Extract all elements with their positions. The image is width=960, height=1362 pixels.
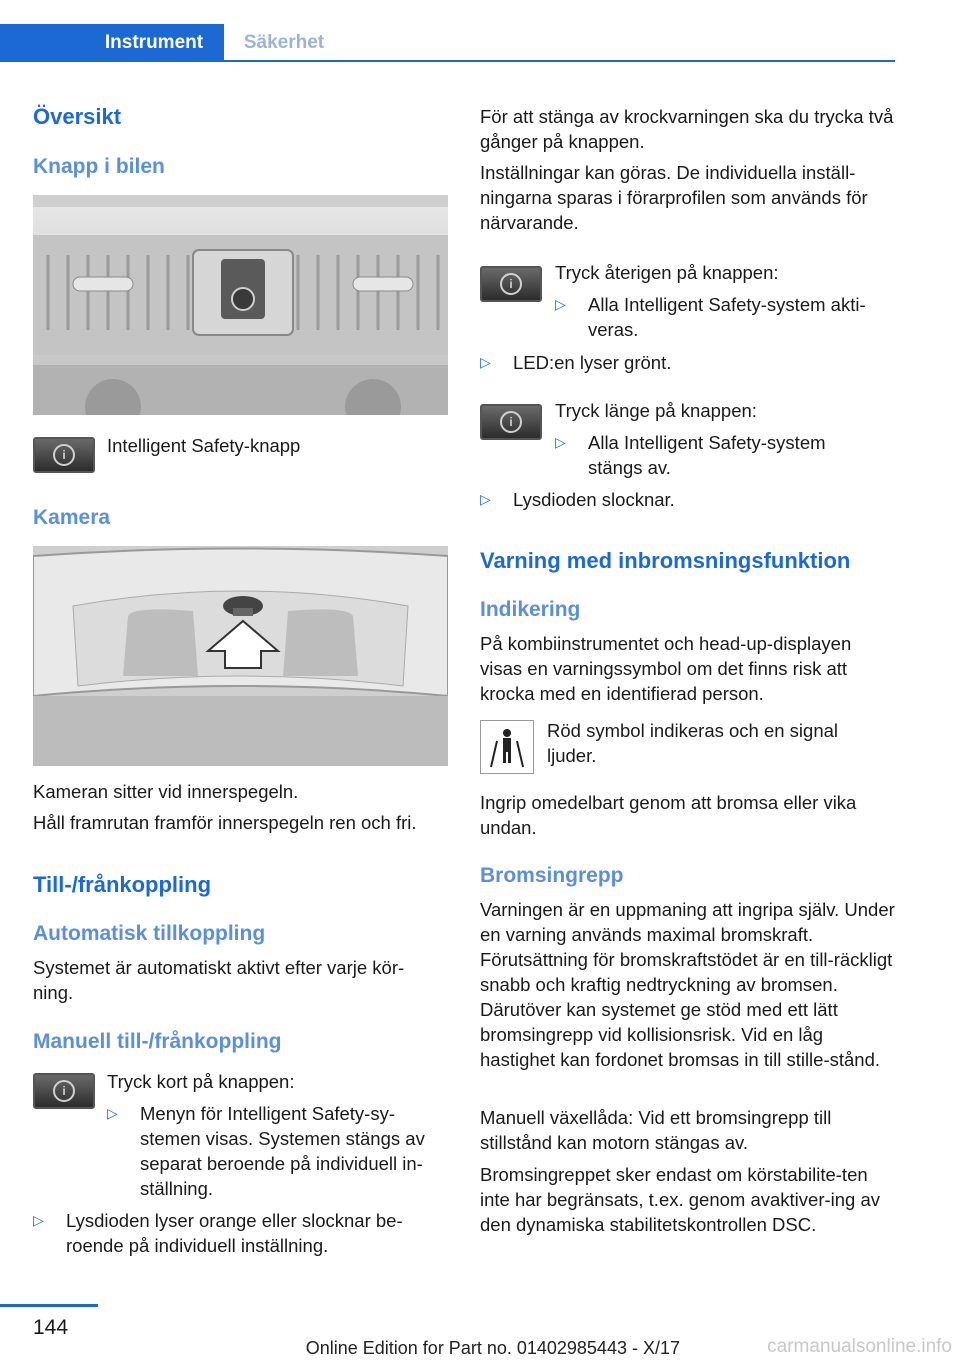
bullet-triangle-icon: ▷	[555, 434, 566, 450]
dashboard-illustration	[33, 195, 448, 415]
heading-camera: Kamera	[33, 506, 111, 529]
right-paragraph-1: För att stänga av krockvarningen ska du trycka två gånger på knappen.	[480, 106, 894, 152]
camera-paragraph-1: Kameran sitter vid innerspegeln.	[33, 781, 299, 802]
heading-overview: Översikt	[33, 104, 122, 129]
intervene-paragraph: Ingrip omedelbart genom att bromsa eller vika undan.	[480, 792, 857, 838]
tab-instrument[interactable]: Instrument	[0, 24, 224, 62]
camera-photo	[33, 546, 448, 766]
brake-paragraph-3: Bromsingreppet sker endast om körstabilite-ten inte har begränsats, t.ex. genom avaktiver-ing av den dynamiska stabilitetskontrollen DSC.	[480, 1164, 881, 1235]
intelligent-safety-button-icon: i	[480, 404, 542, 440]
red-symbol-text: Röd symbol indikeras och en signal ljuder.	[547, 720, 839, 766]
heading-indication: Indikering	[480, 598, 581, 621]
heading-brake-intervention: Bromsingrepp	[480, 864, 624, 887]
led-green-bullet: ▷ LED:en lyser grönt.	[480, 352, 672, 373]
button-caption: Intelligent Safety-knapp	[107, 435, 301, 456]
led-off-bullet: ▷ Lysdioden slocknar.	[480, 489, 675, 510]
press-again-bullet: ▷ Alla Intelligent Safety-system akti-veras.	[555, 294, 866, 340]
brake-paragraph-2: Manuell växellåda: Vid ett bromsingrepp till stillstånd kan motorn stängas av.	[480, 1107, 832, 1153]
manual-lead: Tryck kort på knappen:	[107, 1071, 295, 1092]
heading-manual: Manuell till-/frånkoppling	[33, 1030, 282, 1053]
brake-paragraph-1: Varningen är en uppmaning att ingripa själv. Under en varning används maximal bromskraft. Förutsättning för bromskraftstödet är en till-räckligt snabb och kraftig nedtryckning av bromsen. Därutöver kan systemet ge stöd med ett lätt bromsingrepp vid kollisionsrisk. Vid en låg hastighet kan fordonet bromsas in till stille-stånd.	[480, 899, 895, 1070]
tab-rule	[224, 60, 895, 62]
bullet-triangle-icon: ▷	[107, 1105, 118, 1121]
heading-button-in-car: Knapp i bilen	[33, 155, 165, 178]
watermark: carmanualsonline.info	[767, 1336, 952, 1357]
intelligent-safety-button-icon: i	[480, 266, 542, 302]
press-again-lead: Tryck återigen på knappen:	[555, 262, 779, 283]
bullet-triangle-icon: ▷	[480, 491, 491, 507]
indication-paragraph: På kombiinstrumentet och head-up-displayen visas en varningssymbol om det finns risk att krocka med en identifierad person.	[480, 633, 852, 704]
bullet-triangle-icon: ▷	[555, 296, 566, 312]
intelligent-safety-button-icon: i	[33, 437, 95, 473]
heading-warning-braking: Varning med inbromsningsfunktion	[480, 548, 851, 573]
manual-bullet-2: ▷ Lysdioden lyser orange eller slocknar be-roende på individuell inställning.	[33, 1210, 403, 1256]
page-number: 144	[33, 1316, 69, 1339]
pedestrian-warning-icon	[480, 720, 534, 774]
camera-paragraph-2: Håll framrutan framför innerspegeln ren och fri.	[33, 812, 417, 833]
manual-bullet-1: ▷ Menyn för Intelligent Safety-sy-stemen visas. Systemen stängs av separat beroende på individuell in-ställning.	[107, 1103, 425, 1199]
top-tab-bar	[0, 24, 895, 62]
dashboard-button-photo	[33, 195, 448, 415]
automatic-paragraph: Systemet är automatiskt aktivt efter varje kör-ning.	[33, 957, 405, 1003]
bullet-triangle-icon: ▷	[480, 354, 491, 370]
right-paragraph-2: Inställningar kan göras. De individuella inställ-ningarna sparas i förarprofilen som används för närvarande.	[480, 162, 868, 233]
edition-text: Online Edition for Part no. 01402985443 - X/17	[305, 1338, 680, 1358]
press-long-bullet: ▷ Alla Intelligent Safety-system stängs av.	[555, 432, 826, 478]
camera-illustration	[33, 546, 448, 766]
footer-rule	[0, 1304, 98, 1307]
intelligent-safety-button-icon: i	[33, 1073, 95, 1109]
tab-sakerhet[interactable]: Säkerhet	[243, 32, 325, 53]
heading-automatic: Automatisk tillkoppling	[33, 922, 266, 945]
heading-on-off: Till-/frånkoppling	[33, 872, 212, 897]
bullet-triangle-icon: ▷	[33, 1212, 44, 1228]
press-long-lead: Tryck länge på knappen:	[555, 400, 757, 421]
